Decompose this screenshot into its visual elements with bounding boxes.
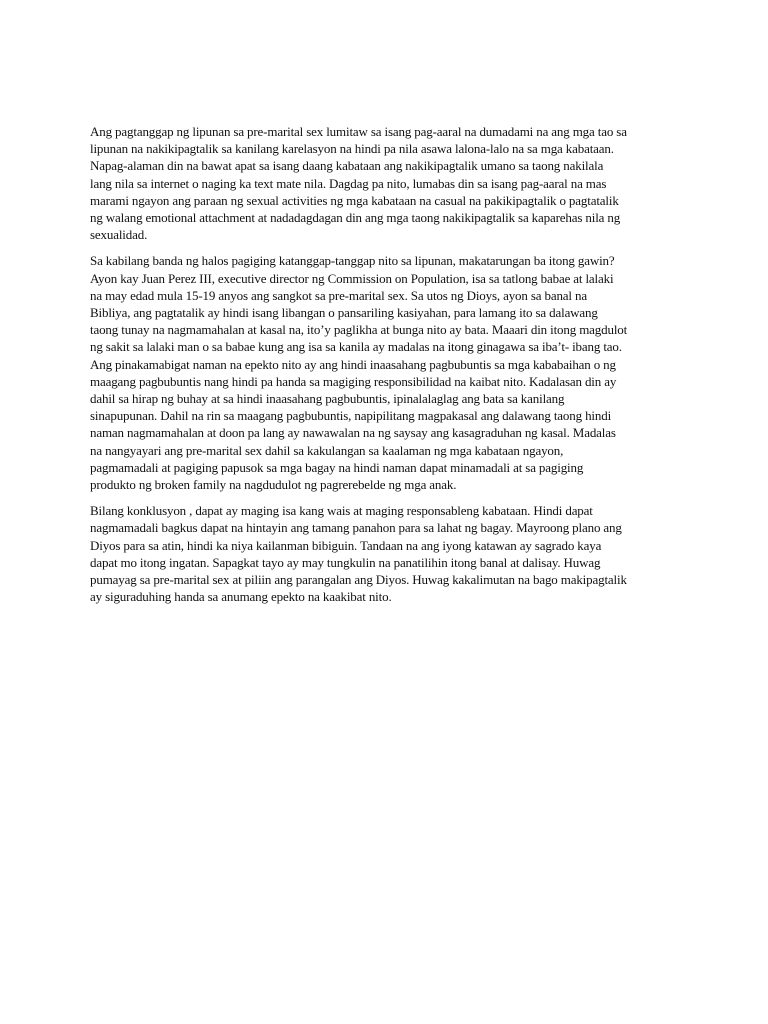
paragraph-premarital-acceptance: Ang pagtanggap ng lipunan sa pre-marital sex lumitaw sa isang pag-aaral na dumadami na ang mga tao sa lipunan na nakikipagtalik sa kanilang karelasyon na hindi pa nila asawa lalona-lalo na sa mga kabataan. Napag-alaman din na bawat apat sa isang daang kabataan ang nakikipagtalik umano sa taong nakilala lang nila sa internet o naging ka text mate nila. Dagdag pa nito, lumabas din sa isang pag-aaral na mas marami ngayon ang paraan ng sexual activities ng mga kabataan na casual na pakikipagtalik o pagtatalik ng walang emotional attachment at nadadagdagan din ang mga taong nakikipagtalik sa kaparehas nila ng sexualidad. bbox=[90, 124, 627, 243]
paragraph-conclusion: Bilang konklusyon , dapat ay maging isa kang wais at maging responsableng kabataan. Hindi dapat nagmamadali bagkus dapat na hintayin ang tamang panahon para sa lahat ng bagay. Mayroong plano ang Diyos para sa atin, hindi ka niya kailanman bibiguin. Tandaan na ang iyong katawan ay sagrado kaya dapat mo itong ingatan. Sapagkat tayo ay may tungkulin na panatilihin itong banal at dalisay. Huwag pumayag sa pre-marital sex at piliin ang parangalan ang Diyos. Huwag kakalimutan na bago makipagtalik ay siguraduhing handa sa anumang epekto na kaakibat nito. bbox=[90, 503, 627, 605]
paragraph-effects: Sa kabilang banda ng halos pagiging katanggap-tanggap nito sa lipunan, makatarungan ba itong gawin? Ayon kay Juan Perez III, executive director ng Commission on Population, isa sa tatlong babae at lalaki na may edad mula 15-19 anyos ang sangkot sa pre-marital sex. Sa utos ng Dioys, ayon sa banal na Bibliya, ang pagtatalik ay hindi isang libangan o pansariling kasiyahan, para lamang ito sa dalawang taong tunay na nagmamahalan at kasal na, ito’y paglikha at bunga nito ay bata. Maaari din itong magdulot ng sakit sa lalaki man o sa babae kung ang isa sa kanila ay madalas na itong ginagawa sa iba’t- ibang tao. Ang pinakamabigat naman na epekto nito ay ang hindi inaasahang pagbubuntis sa mga kababaihan o ng maagang pagbubuntis nang hindi pa handa sa magiging responsibilidad na kaibat nito. Kadalasan din ay dahil sa hirap ng buhay at sa hindi inaasahang pagbubuntis, ipinalalaglag ang bata sa kanilang sinapupunan. Dahil na rin sa maagang pagbubuntis, napipilitang magpakasal ang dalawang taong hindi naman nagmamahalan at doon pa lang ay nawawalan na ng saysay ang kasagraduhan ng kasal. Madalas na nangyayari ang pre-marital sex dahil sa kakulangan sa kaalaman ng mga kabataan ngayon, pagmamadali at pagiging papusok sa mga bagay na hindi naman dapat minamadali at sa pagiging produkto ng broken family na nagdudulot ng pagrerebelde ng mga anak. bbox=[90, 253, 628, 493]
document-body bbox=[90, 123, 682, 614]
